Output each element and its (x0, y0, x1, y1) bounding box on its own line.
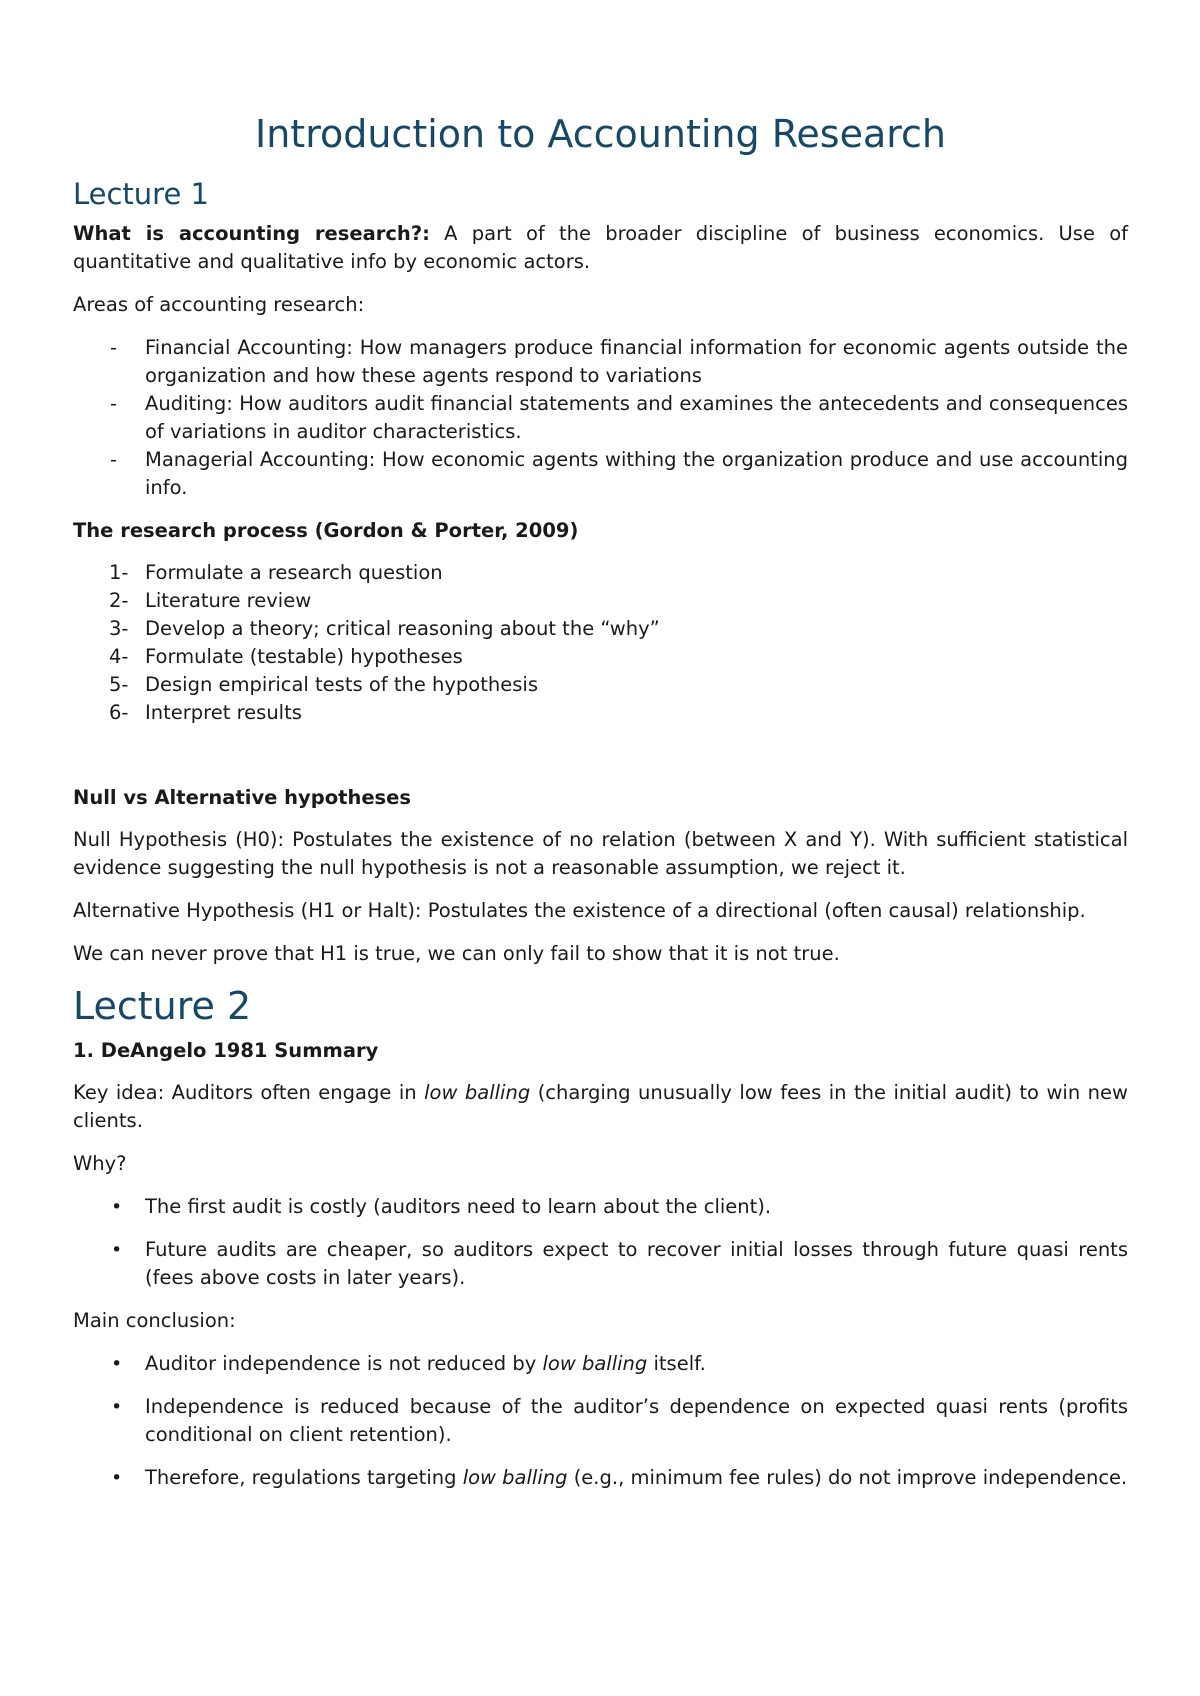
list-marker: 6- (109, 701, 129, 724)
bullet-icon: • (111, 1467, 123, 1489)
what-is-text: A part of the broader discipline of business economics. Use of quantitative and qualitative info by economic actors. (73, 222, 1128, 273)
research-process-heading: The research process (Gordon & Porter, 2009) (73, 519, 579, 542)
list-item (73, 1193, 1128, 1221)
what-is-label: What is accounting research?: (73, 222, 430, 245)
list-item (73, 334, 1128, 390)
conclusion-bullet-list (73, 1350, 1128, 1492)
null-hypothesis-paragraph: Null Hypothesis (H0): Postulates the existence of no relation (between X and Y). With sufficient statistical evidence suggesting the null hypothesis is not a reasonable assumption, we reject it. (73, 828, 1128, 879)
bullet-icon: • (111, 1353, 123, 1375)
list-item-text: Independence is reduced because of the auditor’s dependence on expected quasi rents (profits conditional on client retention). (145, 1395, 1128, 1446)
key-idea-text-before: Key idea: Auditors often engage in (73, 1081, 425, 1104)
text-segment: Auditor independence is not reduced by (145, 1352, 543, 1375)
document-title: Introduction to Accounting Research (255, 112, 946, 156)
list-item-text (145, 1352, 706, 1375)
main-conclusion-label: Main conclusion: (73, 1309, 236, 1332)
italic-segment: low balling (462, 1466, 568, 1489)
list-item-text: Literature review (145, 589, 312, 612)
list-item (73, 671, 1128, 699)
what-is-paragraph (73, 220, 1128, 276)
list-marker: - (110, 392, 118, 415)
why-bullet-list (73, 1193, 1128, 1292)
text-segment: Therefore, regulations targeting (145, 1466, 463, 1489)
list-item-text: The first audit is costly (auditors need to learn about the client). (145, 1195, 772, 1218)
list-item (73, 446, 1128, 502)
list-marker: 3- (109, 617, 129, 640)
key-idea-text-after: (charging unusually low fees in the initial audit) to win new clients. (73, 1081, 1128, 1132)
list-item-text (145, 1466, 1127, 1489)
list-marker: 5- (109, 673, 129, 696)
text-segment: itself. (647, 1352, 706, 1375)
research-process-list (73, 559, 1128, 727)
key-idea-italic: low balling (424, 1081, 531, 1104)
list-marker: 4- (109, 645, 129, 668)
lecture-1-heading: Lecture 1 (73, 177, 209, 211)
list-item-text: Develop a theory; critical reasoning about the “why” (145, 617, 660, 640)
list-item-text: Managerial Accounting: How economic agents withing the organization produce and use accounting info. (145, 448, 1128, 499)
areas-list (73, 334, 1128, 502)
key-idea-paragraph (73, 1079, 1128, 1135)
list-marker: - (110, 336, 118, 359)
list-marker: - (110, 448, 118, 471)
text-segment: (e.g., minimum fee rules) do not improve independence. (567, 1466, 1128, 1489)
lecture-2-section (73, 983, 1128, 1492)
areas-intro: Areas of accounting research: (73, 293, 365, 316)
list-item-text: Formulate a research question (145, 561, 443, 584)
why-label: Why? (73, 1152, 127, 1175)
list-item (73, 615, 1128, 643)
bullet-icon: • (111, 1396, 123, 1418)
list-marker: 2- (109, 589, 129, 612)
list-item (73, 1236, 1128, 1292)
list-item (73, 390, 1128, 446)
list-item (73, 587, 1128, 615)
list-item (73, 559, 1128, 587)
list-marker: 1- (109, 561, 129, 584)
list-item (73, 643, 1128, 671)
blank-line (73, 742, 1128, 784)
list-item (73, 1350, 1128, 1378)
bullet-icon: • (111, 1239, 123, 1261)
list-item-text: Design empirical tests of the hypothesis (145, 673, 538, 696)
list-item-text: Future audits are cheaper, so auditors expect to recover initial losses through future quasi rents (fees above costs in later years). (145, 1238, 1128, 1289)
list-item (73, 1393, 1128, 1449)
alternative-hypothesis-paragraph: Alternative Hypothesis (H1 or Halt): Postulates the existence of a directional (often causal) relationship. (73, 899, 1086, 922)
lecture-2-heading: Lecture 2 (73, 984, 252, 1028)
lecture-1-section (73, 176, 1128, 968)
deangelo-summary-heading: 1. DeAngelo 1981 Summary (73, 1039, 379, 1062)
list-item-text: Financial Accounting: How managers produce financial information for economic agents outside the organization and how these agents respond to variations (145, 336, 1128, 387)
list-item-text: Interpret results (145, 701, 302, 724)
list-item-text: Formulate (testable) hypotheses (145, 645, 463, 668)
bullet-icon: • (111, 1196, 123, 1218)
list-item (73, 1464, 1128, 1492)
list-item (73, 699, 1128, 727)
null-vs-alternative-heading: Null vs Alternative hypotheses (73, 786, 411, 809)
italic-segment: low balling (542, 1352, 648, 1375)
list-item-text: Auditing: How auditors audit financial statements and examines the antecedents and consequences of variations in auditor characteristics. (145, 392, 1128, 443)
prove-paragraph: We can never prove that H1 is true, we can only fail to show that it is not true. (73, 942, 840, 965)
